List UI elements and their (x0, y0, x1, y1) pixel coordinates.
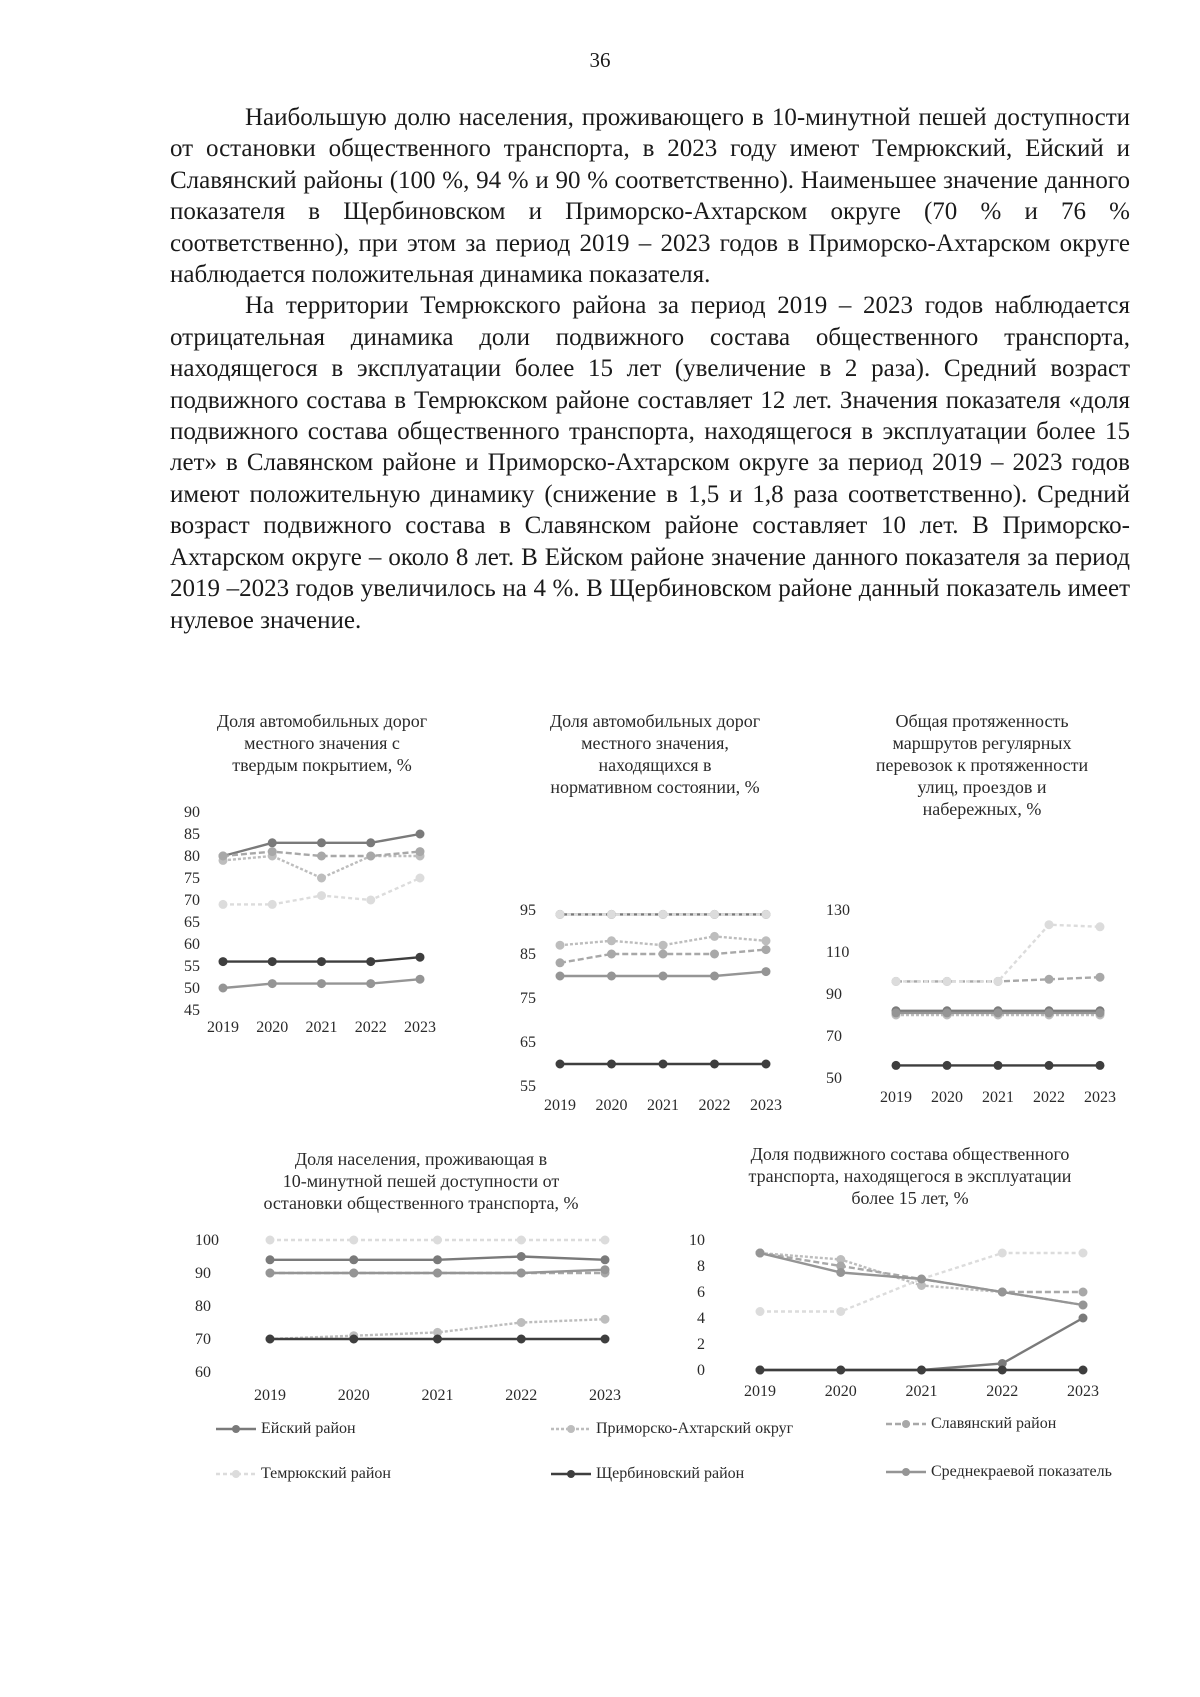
y-tick-label: 85 (520, 946, 536, 963)
chart-title-line: Доля автомобильных дорог (549, 711, 761, 731)
x-tick-label: 2022 (986, 1383, 1019, 1400)
data-point (711, 1060, 719, 1068)
y-tick-label: 75 (184, 870, 200, 887)
data-point (918, 1275, 926, 1283)
legend-marker-icon (215, 1468, 257, 1480)
data-point (837, 1262, 845, 1270)
data-point (1079, 1249, 1087, 1257)
chart-title-line: остановки общественного транспорта, % (263, 1193, 579, 1213)
data-point (659, 910, 667, 918)
series-line (760, 1253, 1083, 1312)
legend-item (215, 1465, 391, 1483)
y-tick-label: 55 (520, 1078, 536, 1095)
y-tick-label: 6 (697, 1284, 705, 1301)
data-point (943, 1009, 951, 1017)
legend-item (550, 1465, 744, 1483)
data-point (318, 874, 326, 882)
x-tick-label: 2023 (1067, 1383, 1099, 1400)
chart-title-line: перевозок к протяженности (875, 755, 1089, 775)
data-point (434, 1328, 442, 1336)
y-tick-label: 65 (520, 1034, 536, 1051)
legend-dot (567, 1425, 575, 1433)
data-point (918, 1275, 926, 1283)
data-point (517, 1319, 525, 1327)
data-point (266, 1269, 274, 1277)
data-point (1045, 1009, 1053, 1017)
data-point (416, 975, 424, 983)
legend-marker-icon (215, 1423, 257, 1435)
data-point (367, 839, 375, 847)
data-point (556, 959, 564, 967)
data-point (556, 972, 564, 980)
chart-title-line: 10-минутной пешей доступности от (282, 1171, 560, 1191)
x-tick-label: 2023 (1084, 1089, 1116, 1106)
data-point (219, 900, 227, 908)
data-point (756, 1249, 764, 1257)
data-point (994, 1011, 1002, 1019)
y-tick-label: 100 (195, 1232, 219, 1249)
y-tick-label: 90 (184, 804, 200, 821)
data-point (266, 1236, 274, 1244)
data-point (416, 874, 424, 882)
data-point (601, 1256, 609, 1264)
y-tick-label: 95 (520, 902, 536, 919)
series-line (223, 957, 420, 961)
data-point (892, 1061, 900, 1069)
data-point (350, 1335, 358, 1343)
series-line (560, 936, 766, 945)
y-tick-label: 70 (826, 1028, 842, 1045)
data-point (762, 1060, 770, 1068)
y-tick-label: 110 (826, 944, 850, 961)
data-point (711, 950, 719, 958)
legend-label: Славянский район (931, 1415, 1057, 1432)
data-point (367, 852, 375, 860)
series-line (760, 1318, 1083, 1370)
y-tick-label: 8 (697, 1258, 705, 1275)
legend-label: Ейский район (261, 1420, 356, 1437)
legend-dot (232, 1470, 240, 1478)
series-line (270, 1257, 605, 1260)
x-tick-label: 2021 (305, 1019, 338, 1036)
data-point (998, 1360, 1006, 1368)
y-tick-label: 0 (697, 1362, 705, 1379)
legend-label: Приморско-Ахтарский округ (596, 1420, 794, 1437)
legend-item (550, 1420, 793, 1438)
data-point (556, 910, 564, 918)
y-tick-label: 70 (195, 1331, 211, 1348)
series-line (760, 1253, 1083, 1305)
data-point (434, 1256, 442, 1264)
y-tick-label: 60 (184, 936, 200, 953)
chart-title-line: маршрутов регулярных (892, 733, 1072, 753)
series-line (223, 834, 420, 856)
x-tick-label: 2022 (698, 1097, 731, 1114)
data-point (1079, 1314, 1087, 1322)
chart-title-line: Доля населения, проживающая в (294, 1149, 548, 1169)
data-point (350, 1256, 358, 1264)
x-tick-label: 2021 (982, 1089, 1014, 1106)
data-point (601, 1236, 609, 1244)
legend-dot (902, 1420, 910, 1428)
data-point (711, 932, 719, 940)
series-line (223, 856, 420, 878)
data-point (266, 1335, 274, 1343)
data-point (659, 972, 667, 980)
data-point (659, 910, 667, 918)
paragraph: На территории Темрюкского района за период 2019 – 2023 годов наблюдается отрицательная динамика доли подвижного состава общественного транспорта, находящегося в эксплуатации более 15 лет (увеличение в 2 раза). Средний возраст подвижного состава в Темрюкском районе составляет 12 лет. Значения показателя «доля подвижного состава общественного транспорта, находящегося в эксплуатации более 15 лет» в Славянском районе и Приморско-Ахтарском округе за период 2019 – 2023 годов имеют положительную динамику (снижение в 1,5 и 1,8 раза соответственно). Средний возраст подвижного состава в Славянском районе составляет 10 лет. В Приморско-Ахтарском округе – около 8 лет. В Ейском районе значение данного показателя за период 2019 –2023 годов увеличилось на 4 %. В Щербиновском районе данный показатель имеет нулевое значение. (170, 292, 1130, 634)
series-line (760, 1253, 1083, 1305)
data-point (219, 958, 227, 966)
y-tick-label: 45 (184, 1002, 200, 1019)
data-point (556, 1060, 564, 1068)
data-point (1079, 1301, 1087, 1309)
chart-title-line: набережных, % (922, 799, 1042, 819)
data-point (608, 950, 616, 958)
data-point (517, 1335, 525, 1343)
y-tick-label: 4 (697, 1310, 705, 1327)
x-tick-label: 2020 (256, 1019, 289, 1036)
data-point (517, 1269, 525, 1277)
x-tick-label: 2022 (354, 1019, 387, 1036)
y-tick-label: 90 (195, 1265, 211, 1282)
data-point (762, 910, 770, 918)
paragraph: Наибольшую долю населения, проживающего в 10-минутной пешей доступности от остановки общественного транспорта, в 2023 году имеют Темрюкский, Ейский и Славянский районы (100 %, 94 % и 90 % соответственно). Наименьшее значение данного показателя в Щербиновском и Приморско-Ахтарском округе (70 % и 76 % соответственно), при этом за период 2019 – 2023 годов в Приморско-Ахтарском округе наблюдается положительная динамика показателя. (170, 104, 1130, 289)
data-point (756, 1308, 764, 1316)
data-point (756, 1366, 764, 1374)
series-line (760, 1253, 1083, 1292)
data-point (318, 852, 326, 860)
data-point (943, 977, 951, 985)
data-point (266, 1335, 274, 1343)
data-point (762, 946, 770, 954)
data-point (711, 910, 719, 918)
data-point (367, 852, 375, 860)
data-point (1045, 921, 1053, 929)
x-tick-label: 2019 (744, 1383, 776, 1400)
series-line (223, 852, 420, 856)
x-tick-label: 2020 (337, 1387, 370, 1404)
data-point (756, 1366, 764, 1374)
data-point (892, 977, 900, 985)
y-tick-label: 60 (195, 1364, 211, 1381)
data-point (837, 1366, 845, 1374)
data-point (918, 1366, 926, 1374)
data-point (367, 958, 375, 966)
y-tick-label: 80 (195, 1298, 211, 1315)
data-point (711, 972, 719, 980)
y-tick-label: 50 (826, 1070, 842, 1087)
series-line (560, 972, 766, 976)
chart-title-line: транспорта, находящегося в эксплуатации (748, 1166, 1072, 1186)
data-point (268, 900, 276, 908)
data-point (350, 1269, 358, 1277)
series-line (270, 1319, 605, 1339)
legend-item (885, 1463, 1112, 1481)
x-tick-label: 2020 (824, 1383, 857, 1400)
data-point (1096, 1011, 1104, 1019)
y-tick-label: 65 (184, 914, 200, 931)
data-point (918, 1366, 926, 1374)
data-point (994, 977, 1002, 985)
data-point (659, 941, 667, 949)
data-point (762, 937, 770, 945)
data-point (994, 1007, 1002, 1015)
data-point (367, 896, 375, 904)
data-point (1096, 973, 1104, 981)
data-point (608, 1060, 616, 1068)
x-tick-label: 2022 (1033, 1089, 1065, 1106)
series-line (270, 1270, 605, 1273)
data-point (416, 953, 424, 961)
data-point (556, 910, 564, 918)
data-point (434, 1335, 442, 1343)
data-point (219, 984, 227, 992)
data-point (943, 1011, 951, 1019)
legend-item (885, 1415, 1056, 1433)
legend-label: Темрюкский район (261, 1465, 391, 1482)
y-tick-label: 80 (184, 848, 200, 865)
x-tick-label: 2021 (647, 1097, 679, 1114)
data-point (367, 980, 375, 988)
data-point (608, 910, 616, 918)
data-point (318, 892, 326, 900)
legend-label: Среднекраевой показатель (931, 1463, 1112, 1480)
data-point (219, 852, 227, 860)
data-point (762, 910, 770, 918)
chart-legend (215, 1415, 1155, 1510)
data-point (1045, 1007, 1053, 1015)
data-point (1045, 975, 1053, 983)
data-point (892, 1009, 900, 1017)
series-line (896, 977, 1100, 981)
data-point (943, 1061, 951, 1069)
data-point (1096, 923, 1104, 931)
legend-marker-icon (550, 1468, 592, 1480)
series-line (560, 950, 766, 963)
data-point (601, 1315, 609, 1323)
chart-title-line: нормативном состоянии, % (550, 777, 760, 797)
x-tick-label: 2023 (589, 1387, 621, 1404)
data-point (608, 937, 616, 945)
chart-title-line: Общая протяженность (895, 711, 1069, 731)
x-tick-label: 2019 (544, 1097, 576, 1114)
legend-dot (232, 1425, 240, 1433)
y-tick-label: 10 (689, 1232, 705, 1249)
series-line (896, 925, 1100, 982)
legend-marker-icon (885, 1418, 927, 1430)
y-tick-label: 50 (184, 980, 200, 997)
y-tick-label: 2 (697, 1336, 705, 1353)
data-point (608, 972, 616, 980)
chart-title-line: местного значения, (581, 733, 729, 753)
data-point (416, 852, 424, 860)
chart-title-line: твердым покрытием, % (232, 755, 412, 775)
chart-title-line: Доля подвижного состава общественного (750, 1144, 1070, 1164)
data-point (318, 839, 326, 847)
data-point (659, 1060, 667, 1068)
legend-dot (567, 1470, 575, 1478)
y-tick-label: 55 (184, 958, 200, 975)
x-tick-label: 2020 (595, 1097, 628, 1114)
data-point (892, 1007, 900, 1015)
chart-title-line: более 15 лет, % (851, 1188, 969, 1208)
data-point (601, 1269, 609, 1277)
data-point (318, 958, 326, 966)
data-point (1079, 1288, 1087, 1296)
data-point (994, 1009, 1002, 1017)
data-point (517, 1269, 525, 1277)
legend-marker-icon (885, 1466, 927, 1478)
data-point (1096, 1009, 1104, 1017)
chart-title-line: находящихся в (598, 755, 712, 775)
data-point (943, 977, 951, 985)
data-point (268, 848, 276, 856)
data-point (268, 958, 276, 966)
data-point (556, 941, 564, 949)
data-point (998, 1288, 1006, 1296)
data-point (219, 856, 227, 864)
y-tick-label: 130 (826, 902, 850, 919)
x-tick-label: 2021 (421, 1387, 454, 1404)
data-point (266, 1256, 274, 1264)
data-point (517, 1236, 525, 1244)
x-tick-label: 2023 (404, 1019, 436, 1036)
data-point (1079, 1301, 1087, 1309)
chart-title-line: улиц, проездов и (917, 777, 1047, 797)
data-point (943, 1007, 951, 1015)
data-point (350, 1332, 358, 1340)
data-point (892, 977, 900, 985)
legend-label: Щербиновский район (596, 1465, 745, 1482)
x-tick-label: 2022 (505, 1387, 538, 1404)
y-tick-label: 90 (826, 986, 842, 1003)
data-point (608, 910, 616, 918)
data-point (994, 1061, 1002, 1069)
x-tick-label: 2019 (254, 1387, 286, 1404)
data-point (268, 852, 276, 860)
data-point (350, 1236, 358, 1244)
data-point (998, 1366, 1006, 1374)
data-point (1096, 1007, 1104, 1015)
data-point (350, 1269, 358, 1277)
legend-marker-icon (550, 1423, 592, 1435)
series-line (223, 878, 420, 904)
data-point (517, 1253, 525, 1261)
data-point (416, 830, 424, 838)
data-point (918, 1282, 926, 1290)
data-point (998, 1249, 1006, 1257)
data-point (601, 1266, 609, 1274)
data-point (998, 1288, 1006, 1296)
x-tick-label: 2023 (750, 1097, 782, 1114)
data-point (268, 839, 276, 847)
y-tick-label: 75 (520, 990, 536, 1007)
data-point (837, 1269, 845, 1277)
data-point (434, 1236, 442, 1244)
data-point (762, 968, 770, 976)
data-point (918, 1275, 926, 1283)
data-point (756, 1249, 764, 1257)
data-point (1079, 1366, 1087, 1374)
data-point (892, 1011, 900, 1019)
data-point (1045, 1011, 1053, 1019)
x-tick-label: 2020 (931, 1089, 963, 1106)
data-point (434, 1269, 442, 1277)
data-point (837, 1256, 845, 1264)
chart-title-line: Доля автомобильных дорог (216, 711, 428, 731)
chart-title-line: местного значения с (244, 733, 400, 753)
legend-item (215, 1420, 356, 1438)
data-point (318, 980, 326, 988)
data-point (837, 1308, 845, 1316)
data-point (601, 1335, 609, 1343)
y-tick-label: 85 (184, 826, 200, 843)
data-point (659, 950, 667, 958)
data-point (1045, 1061, 1053, 1069)
data-point (416, 848, 424, 856)
x-tick-label: 2019 (880, 1089, 912, 1106)
data-point (266, 1269, 274, 1277)
data-point (994, 977, 1002, 985)
legend-dot (902, 1468, 910, 1476)
data-point (268, 980, 276, 988)
data-point (434, 1269, 442, 1277)
data-point (219, 852, 227, 860)
data-point (711, 910, 719, 918)
page-number: 36 (589, 48, 611, 72)
data-point (1096, 1061, 1104, 1069)
data-point (756, 1249, 764, 1257)
data-point (837, 1366, 845, 1374)
y-tick-label: 70 (184, 892, 200, 909)
body-text (170, 102, 1130, 636)
x-tick-label: 2019 (207, 1019, 239, 1036)
series-line (223, 979, 420, 988)
data-point (998, 1288, 1006, 1296)
x-tick-label: 2021 (905, 1383, 938, 1400)
